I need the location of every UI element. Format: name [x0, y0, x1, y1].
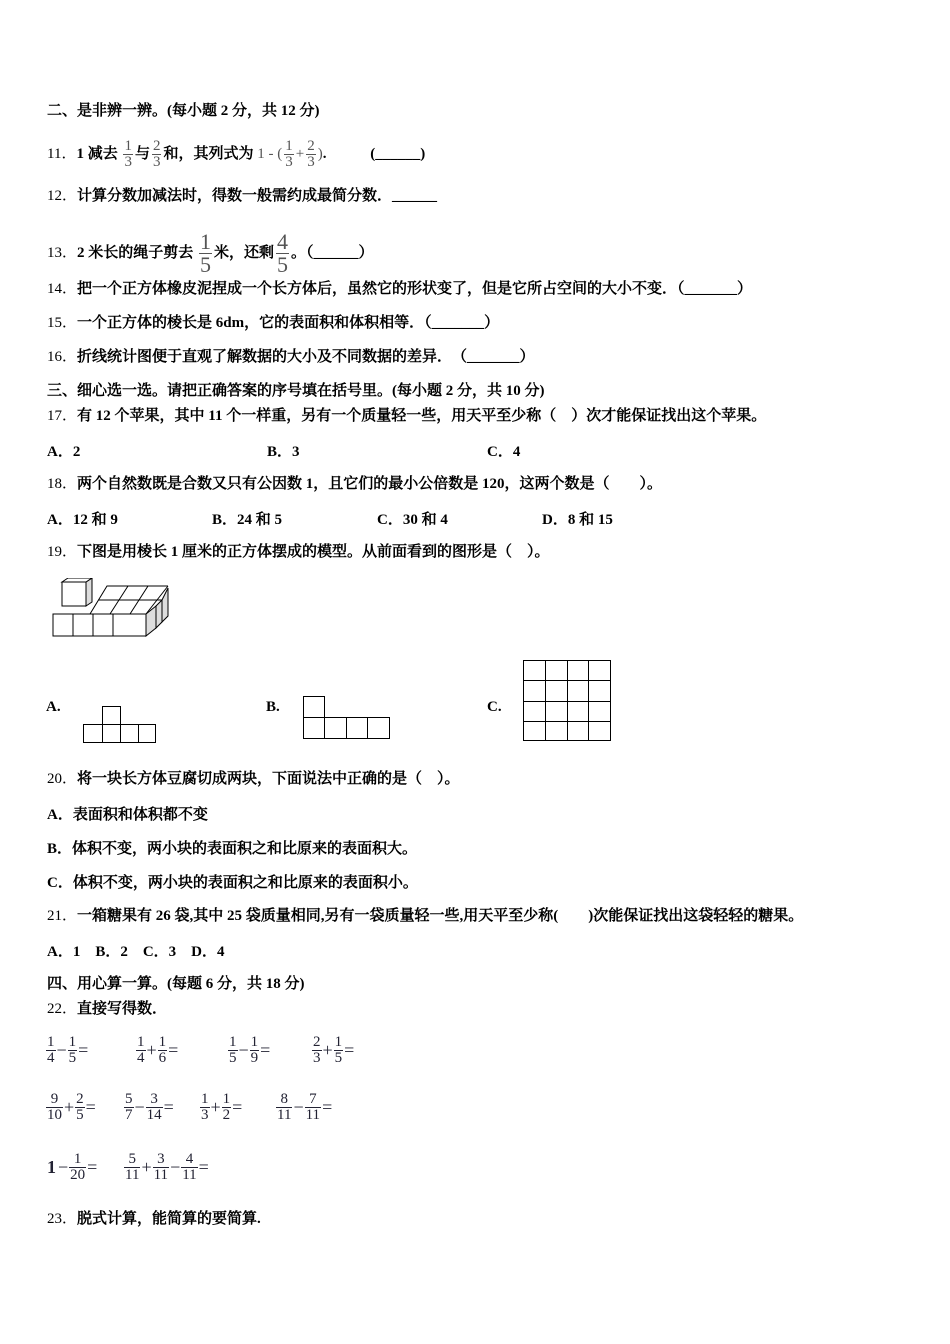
fraction [69, 1152, 86, 1183]
denominator: 14 [146, 1107, 162, 1123]
option-b-figure[interactable] [302, 695, 394, 741]
equals-sign: = [168, 1040, 179, 1060]
fraction [136, 1035, 146, 1066]
question-number: 21． [47, 908, 78, 924]
fraction [181, 1152, 197, 1183]
option-d[interactable]: D．8 和 15 [542, 512, 613, 528]
option-c[interactable]: C．4 [487, 444, 521, 460]
question-text: 两个自然数既是合数又只有公因数 1，且它们的最小公倍数是 120，这两个数是（ ）。 [77, 476, 663, 492]
operator: − [238, 1040, 249, 1060]
question-text: 直接写得数． [77, 1001, 168, 1017]
question-text: 脱式计算，能简算的要简算. [77, 1211, 261, 1227]
denominator: 11 [153, 1167, 169, 1183]
numerator: 4 [277, 229, 289, 254]
numerator: 5 [125, 1091, 133, 1107]
denominator: 11 [305, 1107, 321, 1123]
numerator: 1 [285, 138, 293, 154]
denominator: 5 [76, 1107, 84, 1123]
fraction [199, 231, 212, 276]
calc-expression [312, 1035, 355, 1066]
denominator: 5 [68, 1050, 77, 1066]
numerator: 1 [69, 1152, 86, 1168]
question-22 [47, 999, 167, 1019]
denominator: 9 [250, 1050, 259, 1066]
fraction [334, 1035, 344, 1066]
numerator: 2 [152, 138, 161, 154]
denominator: 5 [334, 1050, 343, 1066]
fraction [124, 1152, 140, 1183]
question-number: 19． [47, 544, 78, 560]
fraction [146, 1092, 163, 1123]
section-3-title: 三、细心选一选。请把正确答案的序号填在括号里。(每小题 2 分，共 10 分) [47, 383, 545, 399]
numerator: 2 [76, 1091, 84, 1107]
question-17 [47, 406, 766, 426]
operator: + [146, 1040, 157, 1060]
fraction [250, 1035, 260, 1066]
equals-sign: = [78, 1040, 89, 1060]
denominator: 2 [222, 1107, 231, 1123]
question-21 [47, 906, 803, 926]
option-a-figure[interactable] [82, 705, 158, 745]
numerator: 1 [47, 1034, 55, 1050]
question-number: 13． [47, 244, 78, 261]
equals-sign: = [163, 1097, 174, 1117]
denominator: 20 [70, 1167, 86, 1183]
question-number: 23． [47, 1211, 78, 1227]
text: . [322, 145, 327, 162]
option-a[interactable]: A．12 和 9 [47, 512, 118, 528]
fraction [276, 1092, 292, 1123]
question-20 [47, 769, 460, 789]
text: 。（______） [291, 244, 374, 261]
numerator: 1 [222, 1091, 231, 1107]
section-4-title: 四、用心算一算。(每题 6 分，共 18 分) [47, 976, 305, 992]
question-19 [47, 542, 550, 562]
fraction [68, 1035, 78, 1066]
question-number: 11． [47, 145, 77, 162]
fraction [306, 139, 316, 170]
numerator: 8 [276, 1092, 292, 1108]
fraction [228, 1035, 238, 1066]
numerator: 3 [153, 1152, 169, 1168]
calc-expression [124, 1152, 210, 1183]
calc-expression [200, 1092, 243, 1123]
question-number: 14． [47, 281, 78, 297]
question-number: 17． [47, 408, 78, 424]
denominator: 3 [201, 1107, 209, 1123]
calc-expression [276, 1092, 333, 1123]
denominator: 3 [152, 154, 161, 170]
calc-expression [124, 1092, 175, 1123]
operator: 1 [47, 1157, 56, 1177]
options[interactable]: A．1 B．2 C．3 D．4 [47, 944, 225, 960]
plus: + [295, 145, 305, 162]
section-2-title: 二、是非辨一辨。(每小题 2 分，共 12 分) [47, 103, 320, 119]
denominator: 5 [277, 252, 289, 277]
option-b[interactable]: B. [266, 699, 280, 715]
denominator: 11 [182, 1167, 197, 1183]
option-c[interactable]: C．30 和 4 [377, 512, 448, 528]
equals-sign: = [87, 1157, 98, 1177]
fraction [124, 1092, 134, 1123]
fraction [153, 1152, 169, 1183]
question-number: 22． [47, 1001, 78, 1017]
operator: − [134, 1097, 145, 1117]
fraction [200, 1092, 210, 1123]
option-b[interactable]: B．24 和 5 [212, 512, 283, 528]
question-text: 折线统计图便于直观了解数据的大小及不同数据的差异． （_______） [77, 349, 535, 365]
question-number: 20． [47, 771, 78, 787]
calc-expression [136, 1035, 179, 1066]
operator: + [210, 1097, 221, 1117]
denominator: 6 [158, 1050, 167, 1066]
numerator: 4 [181, 1152, 197, 1168]
question-14 [47, 279, 752, 299]
numerator: 1 [137, 1034, 145, 1050]
option-a[interactable]: A. [46, 699, 61, 715]
denominator: 7 [125, 1107, 133, 1123]
question-23 [47, 1209, 261, 1229]
fraction [158, 1035, 168, 1066]
numerator: 1 [124, 138, 132, 154]
calc-expression [46, 1035, 89, 1066]
operator: − [58, 1157, 69, 1177]
numerator: 2 [313, 1034, 321, 1050]
fraction [75, 1092, 85, 1123]
equals-sign: = [85, 1097, 96, 1117]
question-text: 把一个正方体橡皮泥捏成一个长方体后，虽然它的形状变了，但是它所占空间的大小不变．（_______） [77, 281, 753, 297]
equals-sign: = [344, 1040, 355, 1060]
numerator: 1 [201, 1091, 209, 1107]
denominator: 3 [307, 154, 315, 170]
denominator: 10 [47, 1107, 62, 1123]
answer-blank[interactable]: (______) [370, 145, 426, 162]
text: 1 减去 [76, 145, 118, 162]
numerator: 2 [307, 138, 315, 154]
question-16 [47, 347, 535, 367]
question-text: 计算分数加减法时，得数一般需约成最简分数．______ [77, 188, 438, 204]
operator: − [293, 1097, 304, 1117]
equals-sign: = [198, 1157, 209, 1177]
operator: + [141, 1157, 152, 1177]
option-a[interactable]: A．表面积和体积都不变 [47, 807, 208, 823]
text: 2 米长的绳子剪去 [77, 244, 194, 261]
numerator: 1 [334, 1034, 343, 1050]
question-text: 将一块长方体豆腐切成两块，下面说法中正确的是（ ）。 [77, 771, 460, 787]
fraction [123, 139, 133, 170]
text: 与 [134, 145, 150, 162]
numerator: 1 [229, 1034, 237, 1050]
numerator: 1 [250, 1034, 259, 1050]
operator: + [322, 1040, 333, 1060]
fraction [312, 1035, 322, 1066]
equals-sign: = [260, 1040, 271, 1060]
question-text: 一箱糖果有 26 袋,其中 25 袋质量相同,另有一袋质量轻一些,用天平至少称( )次能保证找出这袋轻轻的糖果。 [77, 908, 804, 924]
expression: ) [317, 145, 323, 162]
question-text: 下图是用棱长 1 厘米的正方体摆成的模型。从前面看到的图形是（ ）。 [77, 544, 550, 560]
operator: − [170, 1157, 181, 1177]
numerator: 7 [305, 1092, 321, 1108]
question-number: 15． [47, 315, 78, 331]
text: 和，其列式为 [163, 145, 254, 162]
question-13 [47, 231, 374, 276]
cube-model-figure [50, 578, 180, 640]
denominator: 5 [229, 1050, 237, 1066]
question-text: 一个正方体的棱长是 6dm，它的表面积和体积相等．（_______） [77, 315, 500, 331]
numerator: 1 [200, 229, 212, 254]
denominator: 4 [47, 1050, 55, 1066]
fraction [284, 139, 294, 170]
option-b[interactable]: B．3 [267, 444, 300, 460]
question-number: 18． [47, 476, 78, 492]
denominator: 3 [124, 154, 132, 170]
option-a[interactable]: A．2 [47, 444, 81, 460]
expression: 1 - ( [257, 145, 283, 162]
option-c-figure[interactable] [522, 659, 614, 743]
equals-sign: = [322, 1097, 333, 1117]
calc-expression [46, 1092, 97, 1123]
calc-expression [46, 1152, 98, 1183]
option-b[interactable]: B．体积不变，两小块的表面积之和比原来的表面积大。 [47, 841, 418, 857]
denominator: 3 [285, 154, 293, 170]
question-12 [47, 186, 437, 206]
operator: + [64, 1097, 75, 1117]
option-c[interactable]: C. [487, 699, 502, 715]
denominator: 5 [200, 252, 212, 277]
numerator: 3 [146, 1092, 163, 1108]
fraction [46, 1035, 56, 1066]
fraction [276, 231, 289, 276]
fraction [46, 1092, 63, 1123]
fraction [305, 1092, 321, 1123]
question-number: 16． [47, 349, 78, 365]
question-11 [47, 139, 425, 170]
question-number: 12． [47, 188, 78, 204]
option-c[interactable]: C．体积不变，两小块的表面积之和比原来的表面积小。 [47, 875, 418, 891]
denominator: 3 [313, 1050, 321, 1066]
equals-sign: = [232, 1097, 243, 1117]
numerator: 1 [68, 1034, 77, 1050]
text: 米，还剩 [214, 244, 275, 261]
denominator: 11 [277, 1107, 292, 1123]
question-15 [47, 313, 499, 333]
fraction [222, 1092, 232, 1123]
numerator: 9 [46, 1092, 63, 1108]
question-text: 有 12 个苹果，其中 11 个一样重，另有一个质量轻一些，用天平至少称（ ）次才能保证找出这个苹果。 [77, 408, 767, 424]
calc-expression [228, 1035, 271, 1066]
denominator: 4 [137, 1050, 145, 1066]
numerator: 1 [158, 1034, 167, 1050]
denominator: 11 [125, 1167, 140, 1183]
question-18 [47, 474, 662, 494]
numerator: 5 [124, 1152, 140, 1168]
operator: − [56, 1040, 67, 1060]
fraction [152, 139, 162, 170]
